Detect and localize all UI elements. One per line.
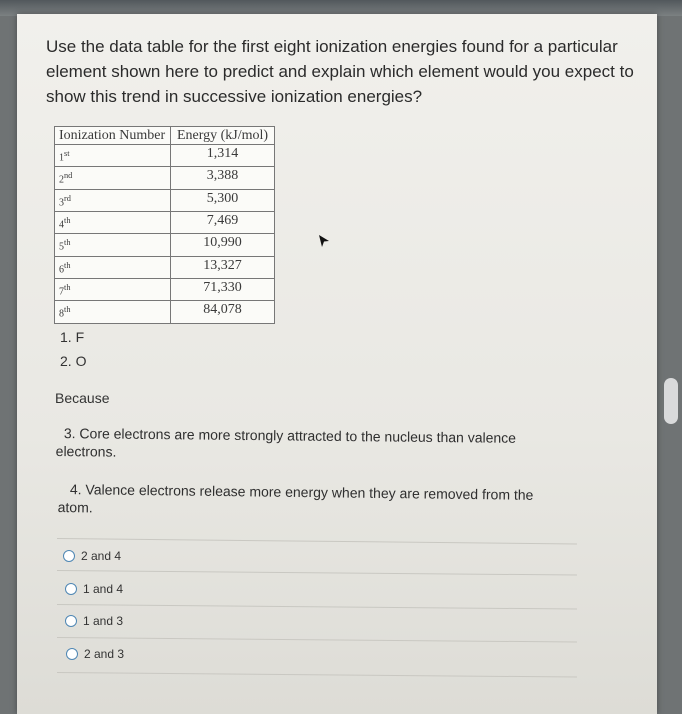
ionization-number: 6th [55, 256, 171, 278]
radio-button-icon[interactable] [65, 583, 77, 595]
energy-value: 84,078 [171, 301, 275, 323]
energy-value: 10,990 [171, 234, 275, 256]
energy-value: 5,300 [171, 189, 275, 211]
divider [57, 672, 577, 678]
ionization-number: 2nd [55, 167, 171, 189]
energy-value: 7,469 [171, 211, 275, 233]
statement-4-text: 4. Valence electrons release more energy when they are removed from the atom. [57, 481, 534, 516]
table-header-row [55, 127, 275, 145]
table-row [55, 145, 275, 167]
choice-label: 1 and 3 [83, 614, 124, 628]
divider [57, 570, 577, 576]
divider [57, 637, 577, 643]
statement-3-text: 3. Core electrons are more strongly attracted to the nucleus than valence electrons. [55, 425, 517, 460]
table-row [55, 278, 275, 300]
table-row [55, 189, 275, 211]
mouse-cursor-icon [318, 234, 330, 248]
element-option-f: 1. F [60, 329, 85, 345]
ionization-number: 4th [55, 211, 171, 233]
energy-value: 71,330 [171, 278, 275, 300]
ionization-number: 1st [55, 145, 171, 167]
question-card [17, 14, 657, 714]
question-text: Use the data table for the first eight ionization energies found for a particular element shown here to predict and explain which element would you expect to show this trend in successive ionization energies? [46, 37, 634, 106]
element-option-o: 2. O [60, 353, 87, 369]
choice-2-and-3[interactable] [66, 647, 124, 661]
choice-1-and-3[interactable] [65, 614, 123, 628]
divider [57, 604, 577, 610]
choice-label: 2 and 4 [81, 549, 122, 563]
statement-4 [58, 480, 558, 522]
table-row [55, 211, 275, 233]
radio-button-icon[interactable] [63, 550, 75, 562]
energy-value: 3,388 [171, 167, 275, 189]
table-row [55, 256, 275, 278]
ionization-number: 7th [55, 278, 171, 300]
header-energy: Energy (kJ/mol) [171, 127, 275, 145]
ionization-number: 3rd [55, 189, 171, 211]
choice-1-and-4[interactable] [65, 582, 123, 596]
choice-label: 2 and 3 [84, 647, 125, 661]
header-ionization-number: Ionization Number [55, 127, 171, 145]
choice-label: 1 and 4 [83, 582, 124, 596]
divider [57, 538, 577, 544]
because-label: Because [55, 390, 110, 406]
energy-value: 1,314 [171, 145, 275, 167]
scrollbar-thumb[interactable] [664, 378, 678, 424]
table-row [55, 234, 275, 256]
radio-button-icon[interactable] [65, 615, 77, 627]
table-row [55, 167, 275, 189]
energy-value: 13,327 [171, 256, 275, 278]
table-row [55, 301, 275, 323]
ionization-table [54, 126, 275, 324]
ionization-number: 5th [55, 234, 171, 256]
ionization-number: 8th [55, 301, 171, 323]
statement-3 [56, 424, 556, 465]
choice-2-and-4[interactable] [63, 549, 121, 563]
radio-button-icon[interactable] [66, 648, 78, 660]
